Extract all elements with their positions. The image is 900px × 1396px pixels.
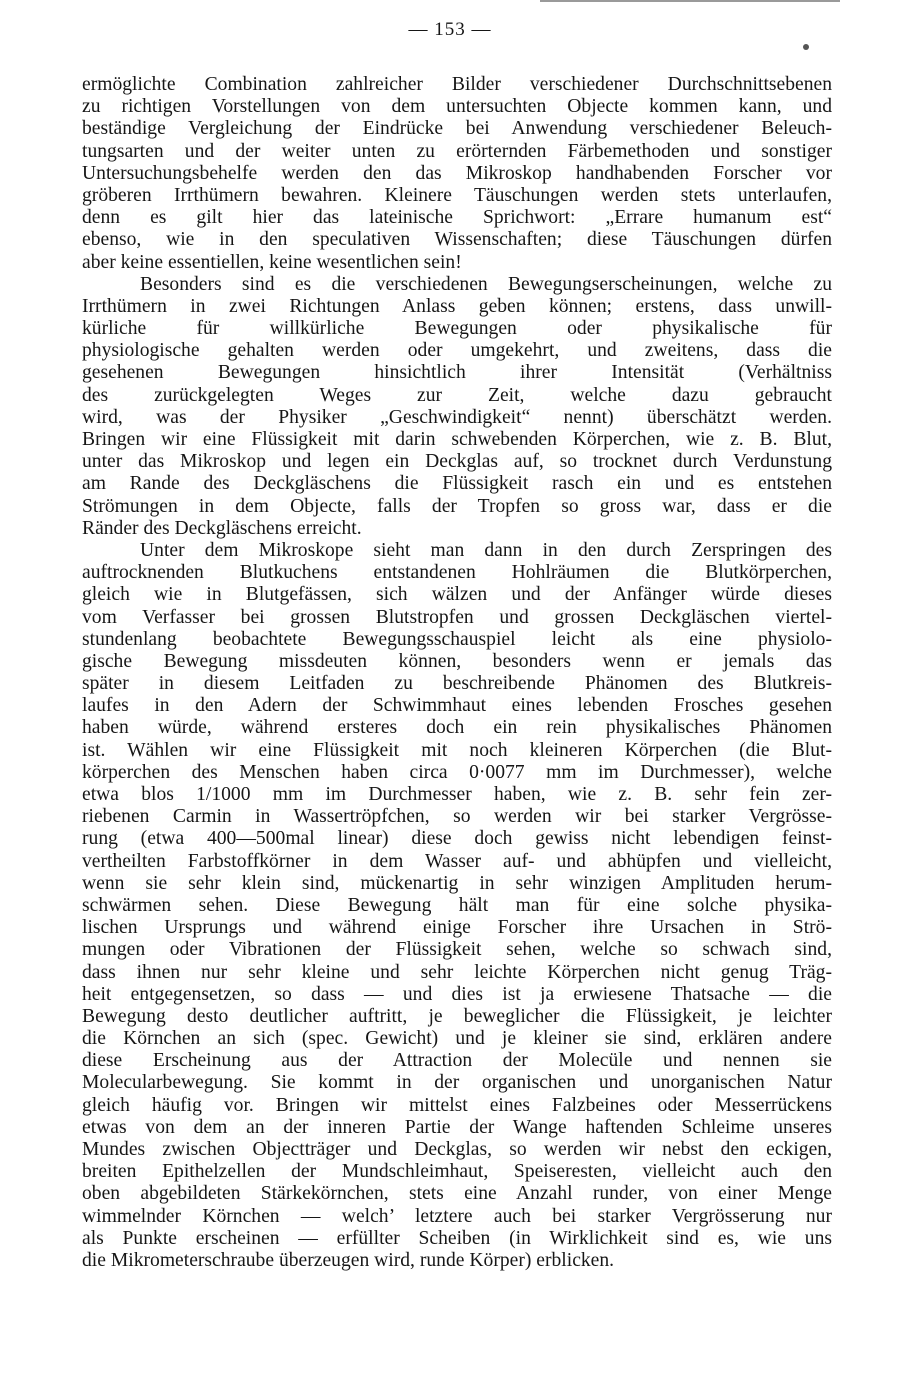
page-number: — 153 —: [408, 19, 492, 40]
text-line: des zurückgelegten Weges zur Zeit, welche dazu gebraucht: [82, 384, 832, 406]
text-line: etwa blos 1/1000 mm im Durchmesser haben, wie z. B. sehr fein zer-: [82, 784, 832, 805]
text-line: Molecularbewegung. Sie kommt in der organischen und unorganischen Natur: [82, 1072, 832, 1094]
text-line: diese Erscheinung aus der Attraction der Molecüle und nennen sie: [82, 1050, 832, 1072]
text-line: gleich häufig vor. Bringen wir mittelst eines Falzbeines oder Messerrückens: [82, 1094, 832, 1116]
text-line: lischen Ursprungs und während einige Forscher ihre Ursachen in Strö-: [82, 917, 832, 939]
text-line: riebenen Carmin in Wassertröpfchen, so werden wir bei starker Vergrösse-: [82, 806, 832, 828]
ink-speck: [803, 44, 809, 50]
text-line: Mundes zwischen Objectträger und Deckglas, so werden wir nebst den eckigen,: [82, 1139, 832, 1160]
text-line: ist. Wählen wir eine Flüssigkeit mit noch kleineren Körperchen (die Blut-: [82, 739, 832, 761]
body-text: [82, 74, 832, 1272]
text-line: schwärmen sehen. Diese Bewegung hält man für eine solche physika-: [82, 894, 832, 916]
paragraph: [82, 540, 832, 1272]
text-line: Ränder des Deckgläschens erreicht.: [82, 517, 362, 539]
text-line: rung (etwa 400—500mal linear) diese doch gewiss nicht lebendigen feinst-: [82, 828, 832, 850]
text-line: tungsarten und der weiter unten zu erörternden Färbemethoden und sonstiger: [82, 140, 832, 162]
text-line: auftrocknenden Blutkuchens entstandenen Hohlräumen die Blutkörperchen,: [82, 562, 832, 584]
top-rule: [540, 0, 840, 2]
text-line: zu richtigen Vorstellungen von dem untersuchten Objecte kommen kann, und: [82, 96, 832, 118]
text-line: etwas von dem an der inneren Partie der Wange haftenden Schleime unseres: [82, 1116, 832, 1138]
text-line: vom Verfasser bei grossen Blutstropfen und grossen Deckgläschen viertel-: [82, 606, 832, 628]
text-line: Besonders sind es die verschiedenen Bewegungserscheinungen, welche zu: [140, 273, 832, 295]
text-line: stundenlang beobachtete Bewegungsschauspiel leicht als eine physiolo-: [82, 628, 832, 650]
text-line: mungen oder Vibrationen der Flüssigkeit sehen, welche so schwach sind,: [82, 939, 832, 961]
text-line: laufes in den Adern der Schwimmhaut eines lebenden Frosches gesehen: [82, 695, 832, 717]
text-line: oben abgebildeten Stärkekörnchen, stets eine Anzahl runder, von einer Menge: [82, 1183, 832, 1205]
text-line: vertheilten Farbstoffkörner in dem Wasser auf- und abhüpfen und vielleicht,: [82, 850, 832, 872]
text-line: beständige Vergleichung der Eindrücke bei Anwendung verschiedener Beleuch-: [82, 118, 832, 140]
text-line: Bewegung desto deutlicher auftritt, je beweglicher die Flüssigkeit, je leichter: [82, 1005, 832, 1027]
text-line: später in diesem Leitfaden zu beschreibende Phänomen des Blutkreis-: [82, 673, 832, 695]
text-line: wenn sie sehr klein sind, mückenartig in sehr winzigen Amplituden herum-: [82, 872, 832, 894]
text-line: die Mikrometerschraube überzeugen wird, runde Körper) erblicken.: [82, 1249, 615, 1271]
text-line: denn es gilt hier das lateinische Sprichwort: „Errare humanum est“: [82, 207, 832, 229]
text-line: unter das Mikroskop und legen ein Deckglas auf, so trocknet durch Verdunstung: [82, 451, 832, 473]
text-line: ermöglichte Combination zahlreicher Bilder verschiedener Durchschnittsebenen: [82, 74, 832, 95]
text-line: Bringen wir eine Flüssigkeit mit darin schwebenden Körperchen, wie z. B. Blut,: [82, 429, 832, 450]
text-line: Irrthümern in zwei Richtungen Anlass geben können; erstens, dass unwill-: [82, 295, 832, 317]
text-line: gesehenen Bewegungen hinsichtlich ihrer Intensität (Verhältniss: [82, 362, 832, 384]
text-line: gische Bewegung missdeuten können, besonders wenn er jemals das: [82, 650, 832, 672]
text-line: kürliche für willkürliche Bewegungen oder physikalische für: [82, 318, 832, 340]
text-line: gröberen Irrthümern bewahren. Kleinere Täuschungen werden stets unterlaufen,: [82, 184, 832, 206]
text-line: körperchen des Menschen haben circa 0·0077 mm im Durchmesser), welche: [82, 761, 832, 783]
text-line: physiologische gehalten werden oder umgekehrt, und zweitens, dass die: [82, 340, 832, 362]
text-line: wimmelnder Körnchen — welch’ letztere auch bei starker Vergrösserung nur: [82, 1205, 832, 1227]
text-line: Strömungen in dem Objecte, falls der Tropfen so gross war, dass er die: [82, 495, 832, 517]
text-line: Untersuchungsbehelfe werden den das Mikroskop handhabenden Forscher vor: [82, 162, 832, 184]
text-line: Unter dem Mikroskope sieht man dann in den durch Zerspringen des: [140, 539, 832, 561]
text-line: breiten Epithelzellen der Mundschleimhaut, Speiseresten, vielleicht auch den: [82, 1161, 832, 1183]
text-line: gleich wie in Blutgefässen, sich wälzen und der Anfänger würde dieses: [82, 584, 832, 606]
text-line: ebenso, wie in den speculativen Wissenschaften; diese Täuschungen dürfen: [82, 229, 832, 251]
text-line: aber keine essentiellen, keine wesentlichen sein!: [82, 251, 462, 273]
text-line: haben würde, während ersteres doch ein rein physikalisches Phänomen: [82, 717, 832, 739]
paragraph: [82, 74, 832, 274]
text-line: am Rande des Deckgläschens die Flüssigkeit rasch ein und es entstehen: [82, 473, 832, 495]
text-line: dass ihnen nur sehr kleine und sehr leichte Körperchen nicht genug Träg-: [82, 961, 832, 983]
text-line: als Punkte erscheinen — erfüllter Scheiben (in Wirklichkeit sind es, wie uns: [82, 1227, 832, 1249]
text-line: heit entgegensetzen, so dass — und dies ist ja erwiesene Thatsache — die: [82, 983, 832, 1005]
text-line: wird, was der Physiker „Geschwindigkeit“ nennt) überschätzt werden.: [82, 406, 832, 428]
paragraph: [82, 274, 832, 540]
text-line: die Körnchen an sich (spec. Gewicht) und je kleiner sie sind, erklären andere: [82, 1028, 832, 1050]
